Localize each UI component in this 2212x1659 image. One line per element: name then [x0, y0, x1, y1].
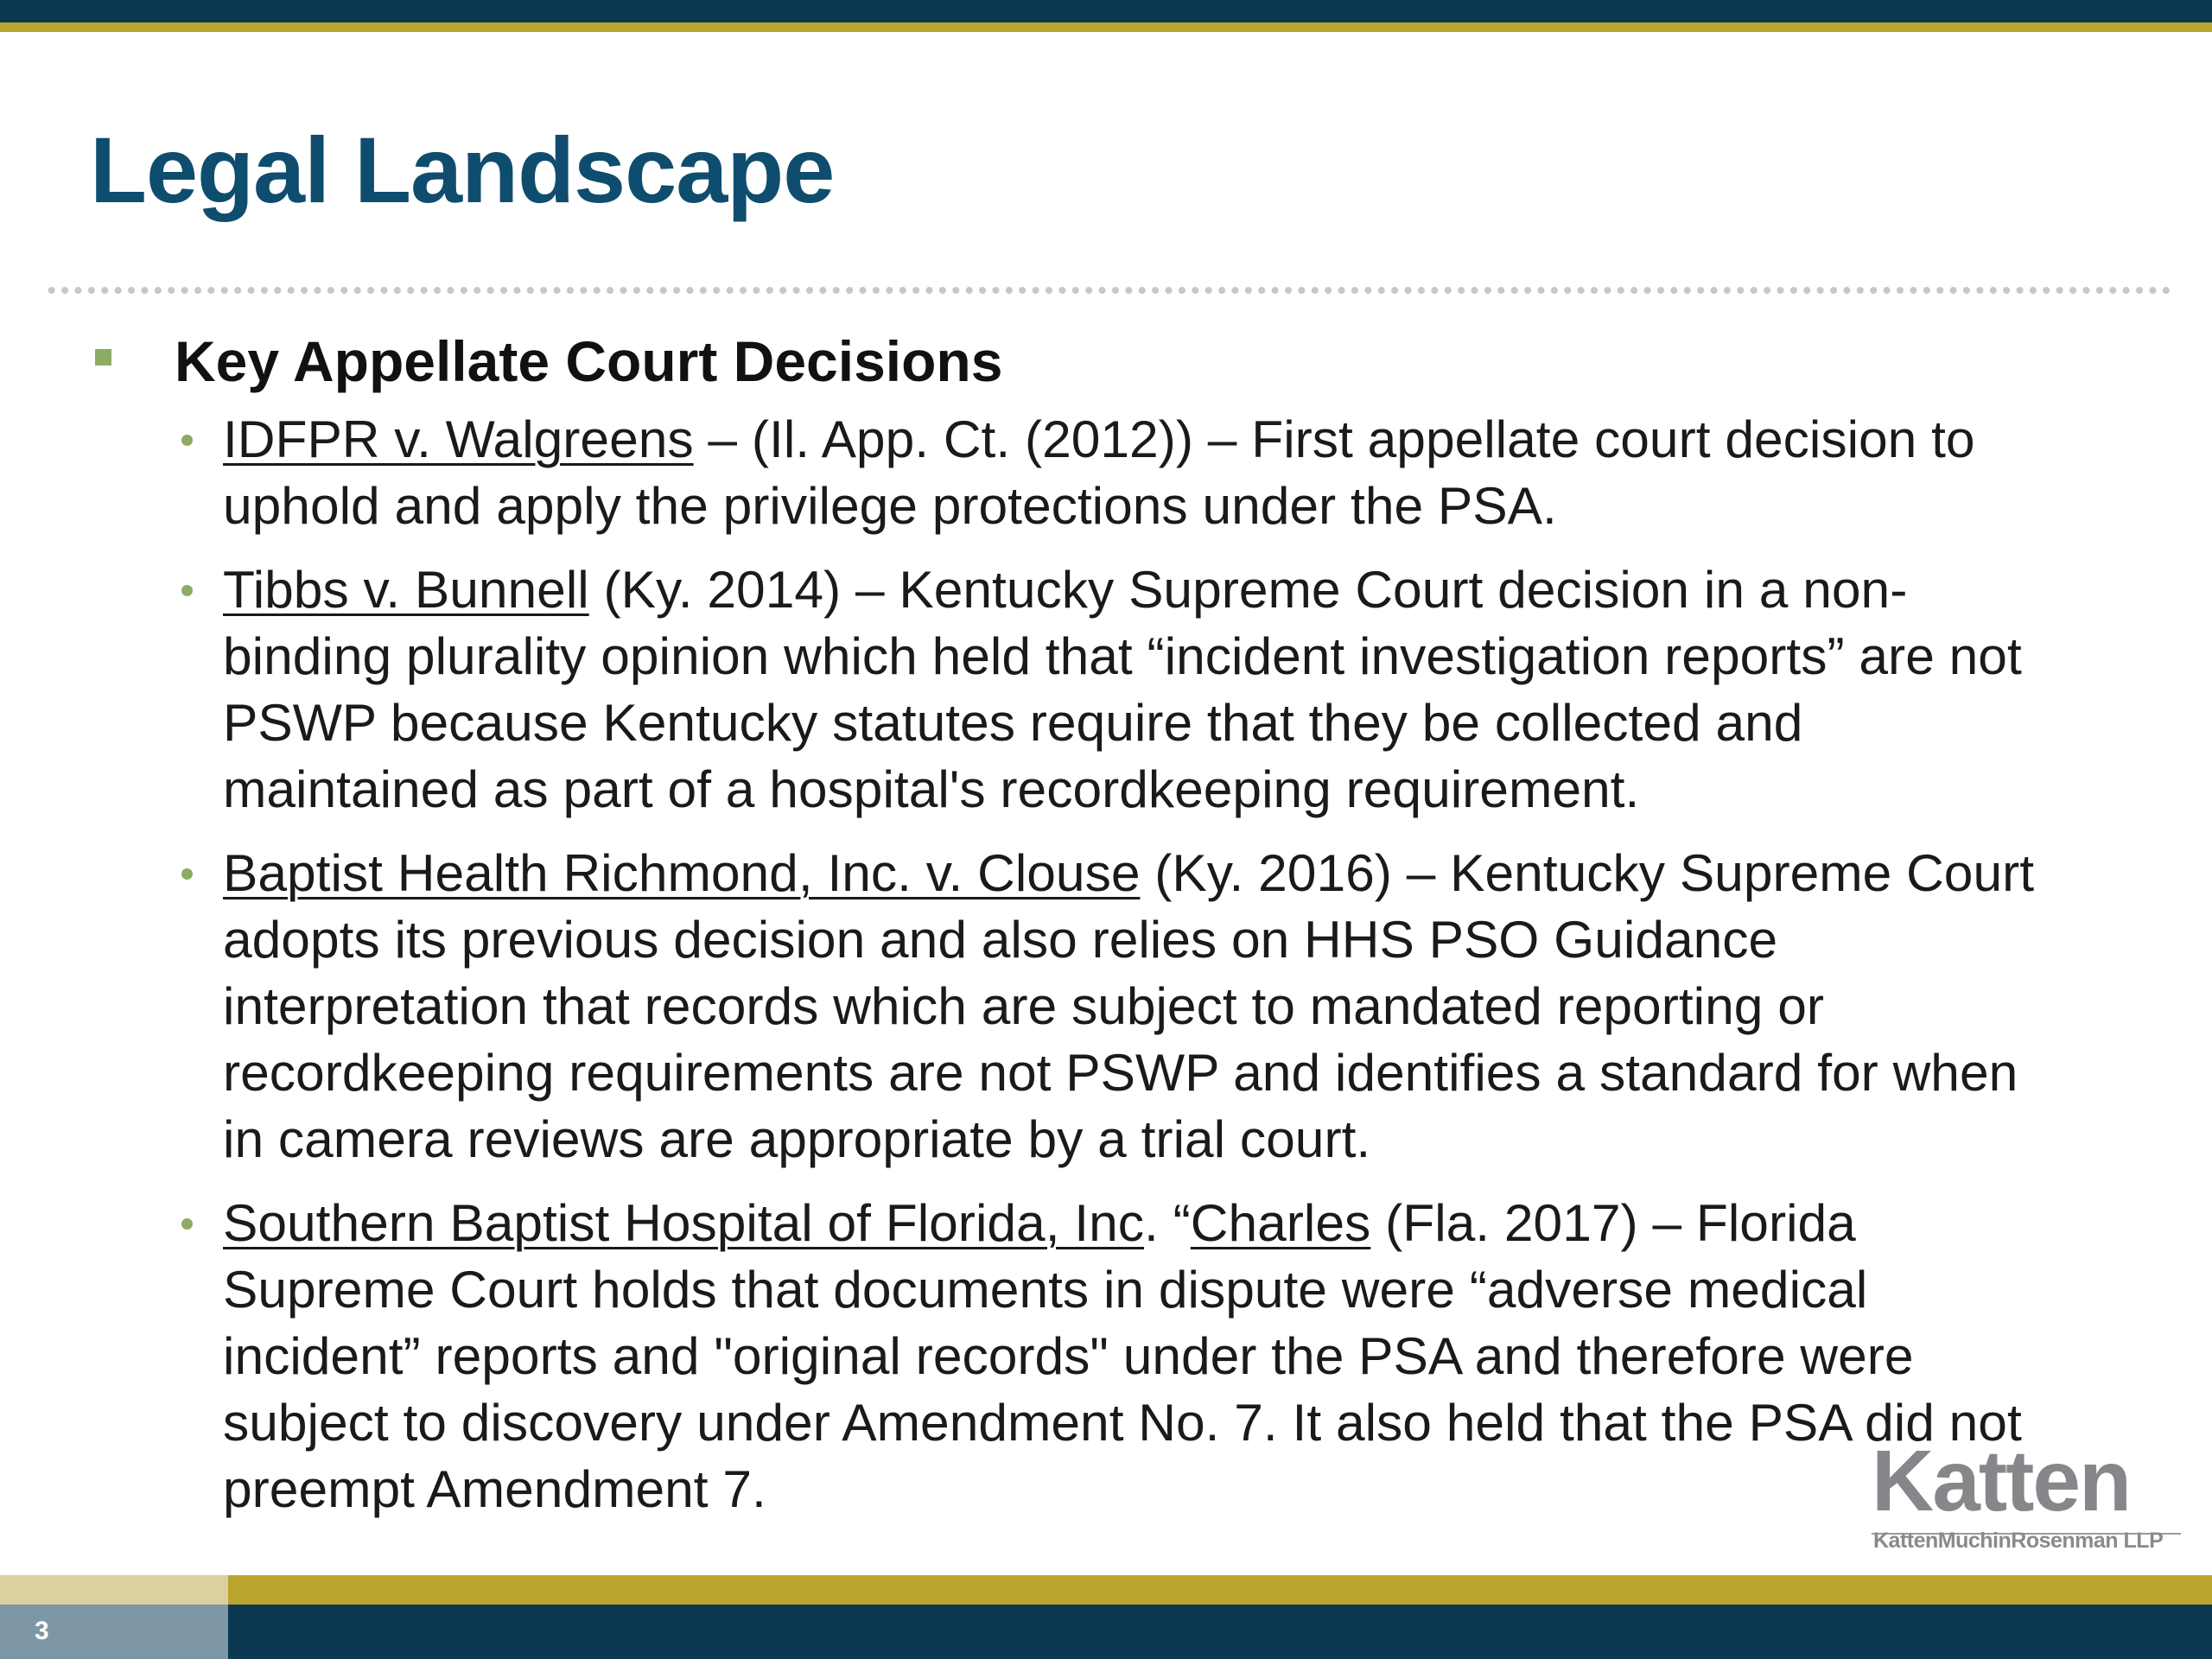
case-item-tibbs [0, 556, 2212, 823]
logo-firm-name: KattenMuchinRosenman LLP [1873, 1529, 2164, 1553]
bottom-navy-bar [0, 1605, 2212, 1659]
case-text [223, 556, 2072, 823]
bottom-gold-bar [0, 1575, 2212, 1605]
case-name: Baptist Health Richmond, Inc. v. Clouse [223, 843, 1141, 902]
case-text [223, 1190, 2072, 1522]
page-number-tab-accent [0, 1575, 228, 1605]
dotted-divider [45, 286, 2171, 295]
bullet-dot-icon [181, 435, 193, 446]
case-description: (Ky. 2016) – Kentucky Supreme Court adopts its previous decision and also relies on HHS PSO Guidance interpretation that records which are subject to mandated reporting or recordkeeping requirements are not PSWP and identifies a standard for when in camera reviews are appropriate by a trial court. [223, 843, 2035, 1168]
slide-title: Legal Landscape [90, 118, 835, 222]
case-text [223, 840, 2072, 1173]
top-navy-bar [0, 0, 2212, 22]
case-text [223, 406, 2072, 539]
case-item-clouse [0, 840, 2212, 1173]
case-separator: . “ [1144, 1193, 1191, 1252]
case-list [0, 406, 2212, 1540]
bullet-dot-icon [181, 1218, 193, 1230]
logo-wordmark: Katten [1872, 1433, 2131, 1529]
case-name: Southern Baptist Hospital of Florida, Inc [223, 1193, 1145, 1252]
page-number: 3 [35, 1617, 49, 1645]
case-item-walgreens [0, 406, 2212, 539]
case-second-name: Charles [1190, 1193, 1371, 1252]
top-gold-bar [0, 22, 2212, 32]
case-name: IDFPR v. Walgreens [223, 410, 694, 468]
section-heading: Key Appellate Court Decisions [175, 329, 1003, 393]
case-description: (Ky. 2014) – Kentucky Supreme Court decision in a non-binding plurality opinion which held that “incident investigation reports” are not PSWP because Kentucky statutes require that they be collected and maintained as part of a hospital's recordkeeping requirement. [223, 560, 2022, 818]
case-description: – (Il. App. Ct. (2012)) – First appellate court decision to uphold and apply the privilege protections under the PSA. [223, 410, 1975, 535]
case-description: (Fla. 2017) – Florida Supreme Court holds that documents in dispute were “adverse medical incident” reports and "original records" under the PSA and therefore were subject to discovery under Amendment No. 7. It also held that the PSA did not preempt Amendment 7. [223, 1193, 2022, 1518]
bullet-dot-icon [181, 585, 193, 596]
case-name: Tibbs v. Bunnell [223, 560, 589, 619]
bullet-dot-icon [181, 868, 193, 880]
section-heading-row [0, 320, 2212, 406]
square-bullet-icon [95, 349, 111, 365]
